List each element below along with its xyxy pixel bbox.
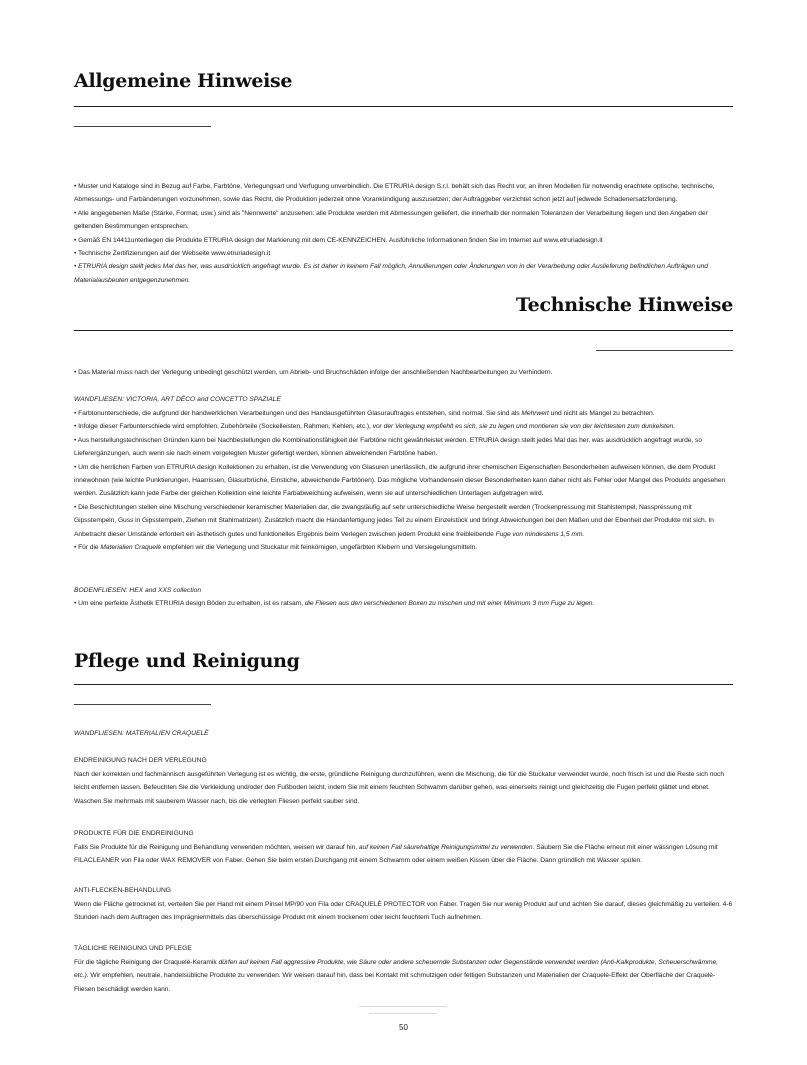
page-number: 50 (399, 1023, 408, 1032)
short-rule (74, 126, 211, 127)
bullet-item: • Muster und Kataloge sind in Bezug auf Farbe, Farbtöne, Verlegungsart und Verfugung unverbindlich. Die ETRURIA design S.r.l. behält sich das Recht vor, an ihren Modellen für notwendig erachtete optische, technische, Abmessungs- und Farbänderungen vorzunehmen, sowie das Recht, die Produktion jederzeit ohne Vorankündigung auszusetzen; der Auftraggeber verzichtet schon jetzt auf jedwede Schadenersatzforderung. (74, 183, 715, 204)
bullet-item: • Technische Zertifizierungen auf der Webseite www.etruriadesign.it (74, 250, 271, 258)
subheading-anti-flecken: ANTI-FLECKEN-BEHANDLUNG (74, 887, 171, 894)
subheading-endreinigung: ENDREINIGUNG NACH DER VERLEGUNG (74, 757, 207, 764)
allgemeine-text (74, 180, 734, 287)
bullet-item: • Alle angegebenen Maße (Stärke, Format, usw.) sind als "Nennwerte" anzusehen: alle Produkte werden mit Abmessungen geliefert, die innerhalb der normalen Toleranzen der Verarbeitung liegen und den Angaben der geltenden Bestimmungen entsprechen. (74, 209, 708, 231)
produkte-text: Falls Sie Produkte für die Reinigung und Behandlung verwenden möchten, weisen wir darauf hin, auf keinen Fall säurehaltige Reinigungsmittel zu verwenden. Säubern Sie die Fläche erneut mit einer wässrigen Lösung mit FILACLEANER von Fila oder WAX REMOVER von Faber. Gehen Sie beim ersten Durchgang mit einem Schwamm oder einem weißen Kissen über die Fläche. Dann gründlich mit Wasser spülen. (74, 844, 718, 865)
bullet-item: • Für die Materialien Craquelè empfehlen wir die Verlegung und Stuckatur mit feinkörnigen, ungefärbten Klebern und Versiegelungsmitteln. (74, 544, 477, 552)
bullet-item: • Infolge dieser Farbunterschiede wird empfohlen, Zubehörteile (Sockelleisten, Rahmen, Kehlen, etc.), vor der Verlegung empfiehlt es sich, sie zu legen und montieren sie von der leichtesten zum dunkelsten. (74, 423, 676, 431)
subheading-materialien-craquele: WANDFLIESEN: MATERIALIEN CRAQUELÈ (74, 730, 209, 737)
bullet-item: • Aus herstellungstechnischen Gründen kann bei Nachbestellungen die Kombinationsfähigkeit der Farbtöne nicht gewährleistet werden. ETRURIA design stellt jedes Mal das her, was ausdrücklich angefragt wurde, so Lieferergänzungen, auch wenn sie nach einem vorgelegten Muster gefertigt werden, können abweichenden Farbtöne haben. (74, 436, 702, 458)
heading-rule (74, 106, 733, 107)
heading-rule (74, 330, 733, 331)
bullet-item: • Farbtonunterschiede, die aufgrund der handwerklichen Verarbeitungen und des Handausgeführten Glasurauftrages entstehen, sind normal. Sie sind als Mehrwert und nicht als Mangel zu betrachten. (74, 410, 655, 417)
subheading-taegliche-reinigung: TÄGLICHE REINIGUNG UND PFLEGE (74, 945, 192, 952)
wandfliesen-text (74, 407, 734, 554)
subheading-wandfliesen: WANDFLIESEN: VICTORIA, ART DÉCO and CONCETTO SPAZIALE (74, 396, 281, 403)
bullet-item: • ETRURIA design stellt jedes Mal das her, was ausdrücklich angefragt wurde. Es ist daher in keinem Fall möglich, Annullierungen oder Änderungen von in der Verarbeitung oder Auslieferung befindlichen Aufträgen und Materialausbeuten entgegenzunehmen. (74, 263, 708, 284)
bodenfliesen-text (74, 597, 734, 610)
bullet-item: • Um eine perfekte Ästhetik ETRURIA design Böden zu erhalten, ist es ratsam, die Fliesen aus den verschiedenen Boxen zu mischen und mit einer Minimum 3 mm Fuge zu legen. (74, 600, 595, 607)
heading-allgemeine-hinweise: Allgemeine Hinweise (74, 70, 293, 92)
subheading-produkte: PRODUKTE FÜR DIE ENDREINIGUNG (74, 830, 194, 837)
technische-intro: • Das Material muss nach der Verlegung unbedingt geschützt werden, um Abrieb- und Bruchschäden infolge der anschließenden Nachbearbeitungen zu Verhindern. (74, 369, 553, 376)
heading-technische-hinweise: Technische Hinweise (516, 294, 733, 316)
footer-rule (369, 1013, 437, 1014)
endreinigung-text: Nach der korrekten und fachmännisch ausgeführten Verlegung ist es wichtig, die erste, gründliche Reinigung durchzuführen, wenn die Mischung, die für die Stuckatur verwendet wurde, noch frisch ist und die Reste sich noch leicht entfernen lassen. Befeuchten Sie die Verkleidung und/oder den Fußboden leicht, indem Sie mit einem feuchten Schwamm darüber gehen, was einerseits reinigt und gleichzeitig die Fugen perfekt glättet und ebnet. Waschen Sie mehrmals mit sauberem Wasser nach, bis die verlegten Fliesen perfekt sauber sind. (74, 771, 725, 805)
anti-flecken-text: Wenn die Fläche getrocknet ist, verteilen Sie per Hand mit einem Pinsel MP/90 von Fila oder CRAQUELÈ PROTECTOR von Faber. Tragen Sie nur wenig Produkt auf und achten Sie darauf, dieses gleichmäßig zu verteilen. 4-6 Stunden nach dem Auftragen des Imprägniermittels das überschüssige Produkt mit einem trockenem oder leicht feuchtem Tuch aufnehmen. (74, 901, 733, 922)
taegliche-reinigung-text: Für die tägliche Reinigung der Craquelè-Keramik dürfen auf keinen Fall aggressive Produkte, wie Säure oder andere scheuernde Substanzen oder Gegenstände verwendet werden (Anti-Kalkprodukte, Scheuerschwämme, etc.). Wir empfehlen, neutrale, handelsübliche Produkte zu verwenden. Wir weisen darauf hin, dass bei Kontakt mit schmutzigen oder fettigen Substanzen und Materialien der Craquelè-Effekt der Oberfläche der Craquelè-Fliesen beschädigt werden kann. (74, 959, 718, 993)
bullet-item: • Um die herrlichen Farben von ETRURIA design Kollektionen zu erhalten, ist die Verwendung von Glasuren unerlässlich, die aufgrund ihrer chemischen Eigenschaften Besonderheiten aufweisen können, die dem Produkt innewohnen (wie leichte Punktierungen, Haarrissen, Glasurbrüche, Einstiche, abweichende Farbtönen). Das mögliche Vorhandensein dieser Besonderheiten kann daher nicht als Fehler oder Mangel des Produkts angesehen werden. Zusätzlich kann jede Farbe der gleichen Kollektion eine leichte Farbabweichung aufweisen, wenn sie auf unterschiedlichen Unterlagen aufgetragen wird. (74, 463, 726, 498)
footer-rule (359, 1006, 447, 1007)
heading-pflege-und-reinigung: Pflege und Reinigung (74, 650, 300, 672)
bullet-item: • Die Beschichtungen stellen eine Mischung verschiedener keramischer Materialien dar, die zwangsläufig auf sehr unterschiedliche Weise hergestellt werden (Trockenpressung mit Stahlstempel, Nasspressung mit Gipsstempeln, Guss in Gipsstempeln, Ziehen mit Stahlmatrizen). Zusätzlich macht die Handanfertigung jedes Teil zu einem Einzelstück und bringt Abweichungen bei den Maßen und der Ebenheit der Produkte mit sich. In Anbetracht dieser Umstände erfordert ein ästhetisch gutes und funktionelles Ergebnis beim Verlegen zwischen jedem Produkt eine freibleibende Fuge von mindestens 1,5 mm. (74, 503, 714, 538)
subheading-bodenfliesen: BODENFLIESEN: HEX and XXS collection (74, 587, 202, 594)
short-rule (74, 704, 211, 705)
heading-rule (74, 684, 733, 685)
bullet-item: • Gemäß EN 14411unterliegen die Produkte ETRURIA design der Markierung mit dem CE-KENNZEICHEN. Ausführliche Informationen finden Sie im Internet auf www.etruriadesign.it (74, 236, 603, 244)
short-rule (596, 350, 733, 351)
